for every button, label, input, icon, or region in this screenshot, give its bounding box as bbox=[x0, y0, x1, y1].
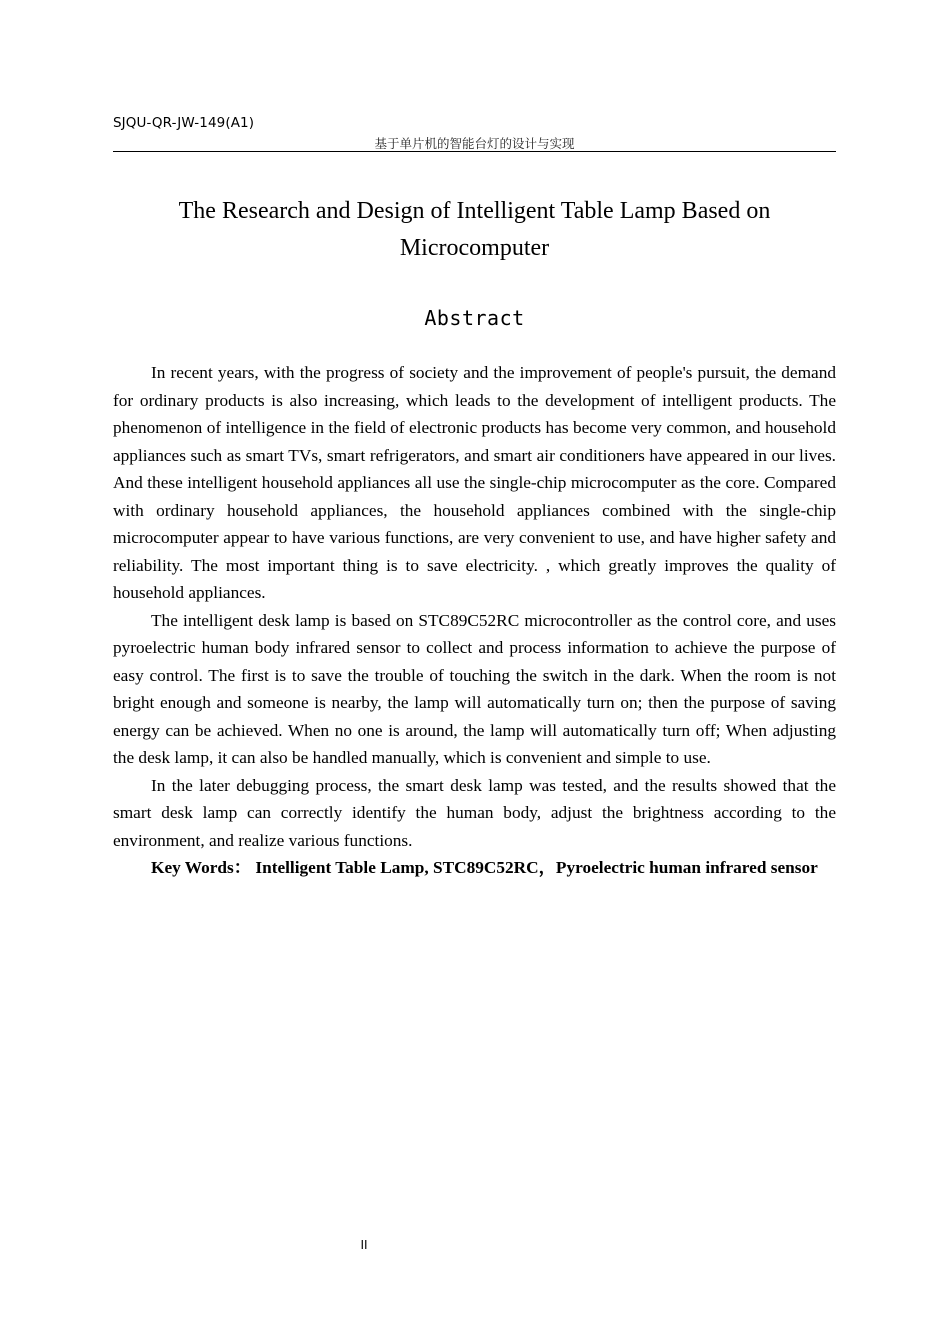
header-divider bbox=[113, 151, 836, 152]
abstract-paragraph-2: The intelligent desk lamp is based on STC89C52RC microcontroller as the control core, and uses pyroelectric human body infrared sensor to collect and process information to achieve the purpose of easy control. The first is to save the trouble of touching the switch in the dark. When the room is not bright enough and someone is nearby, the lamp will automatically turn on; then the purpose of saving energy can be achieved. When no one is around, the lamp will automatically turn off; When adjusting the desk lamp, it can also be handled manually, which is convenient and simple to use. bbox=[113, 610, 836, 767]
paper-title: The Research and Design of Intelligent Table Lamp Based on Microcomputer bbox=[178, 198, 771, 261]
abstract-body bbox=[113, 359, 836, 882]
page-number: II bbox=[360, 1238, 368, 1252]
abstract-paragraph-3: In the later debugging process, the smart desk lamp was tested, and the results showed that the smart desk lamp can correctly identify the human body, adjust the brightness according to the environment, and realize various functions. bbox=[113, 775, 836, 850]
keywords-line bbox=[113, 854, 836, 882]
abstract-heading: Abstract bbox=[424, 306, 525, 330]
document-code: SJQU-QR-JW-149(A1) bbox=[113, 115, 255, 131]
keywords-text: Intelligent Table Lamp, STC89C52RC，Pyroelectric human infrared sensor bbox=[255, 858, 818, 877]
keywords-label: Key Words： bbox=[151, 858, 252, 877]
running-header-title: 基于单片机的智能台灯的设计与实现 bbox=[374, 136, 575, 151]
abstract-paragraph-1: In recent years, with the progress of society and the improvement of people's pursuit, the demand for ordinary products is also increasing, which leads to the development of intelligent products. The phenomenon of intelligence in the field of electronic products has become very common, and household appliances such as smart TVs, smart refrigerators, and smart air conditioners have appeared in our lives. And these intelligent household appliances all use the single-chip microcomputer as the core. Compared with ordinary household appliances, the household appliances combined with the single-chip microcomputer appear to have various functions, are very convenient to use, and have higher safety and reliability. The most important thing is to save electricity. , which greatly improves the quality of household appliances. bbox=[113, 363, 836, 602]
